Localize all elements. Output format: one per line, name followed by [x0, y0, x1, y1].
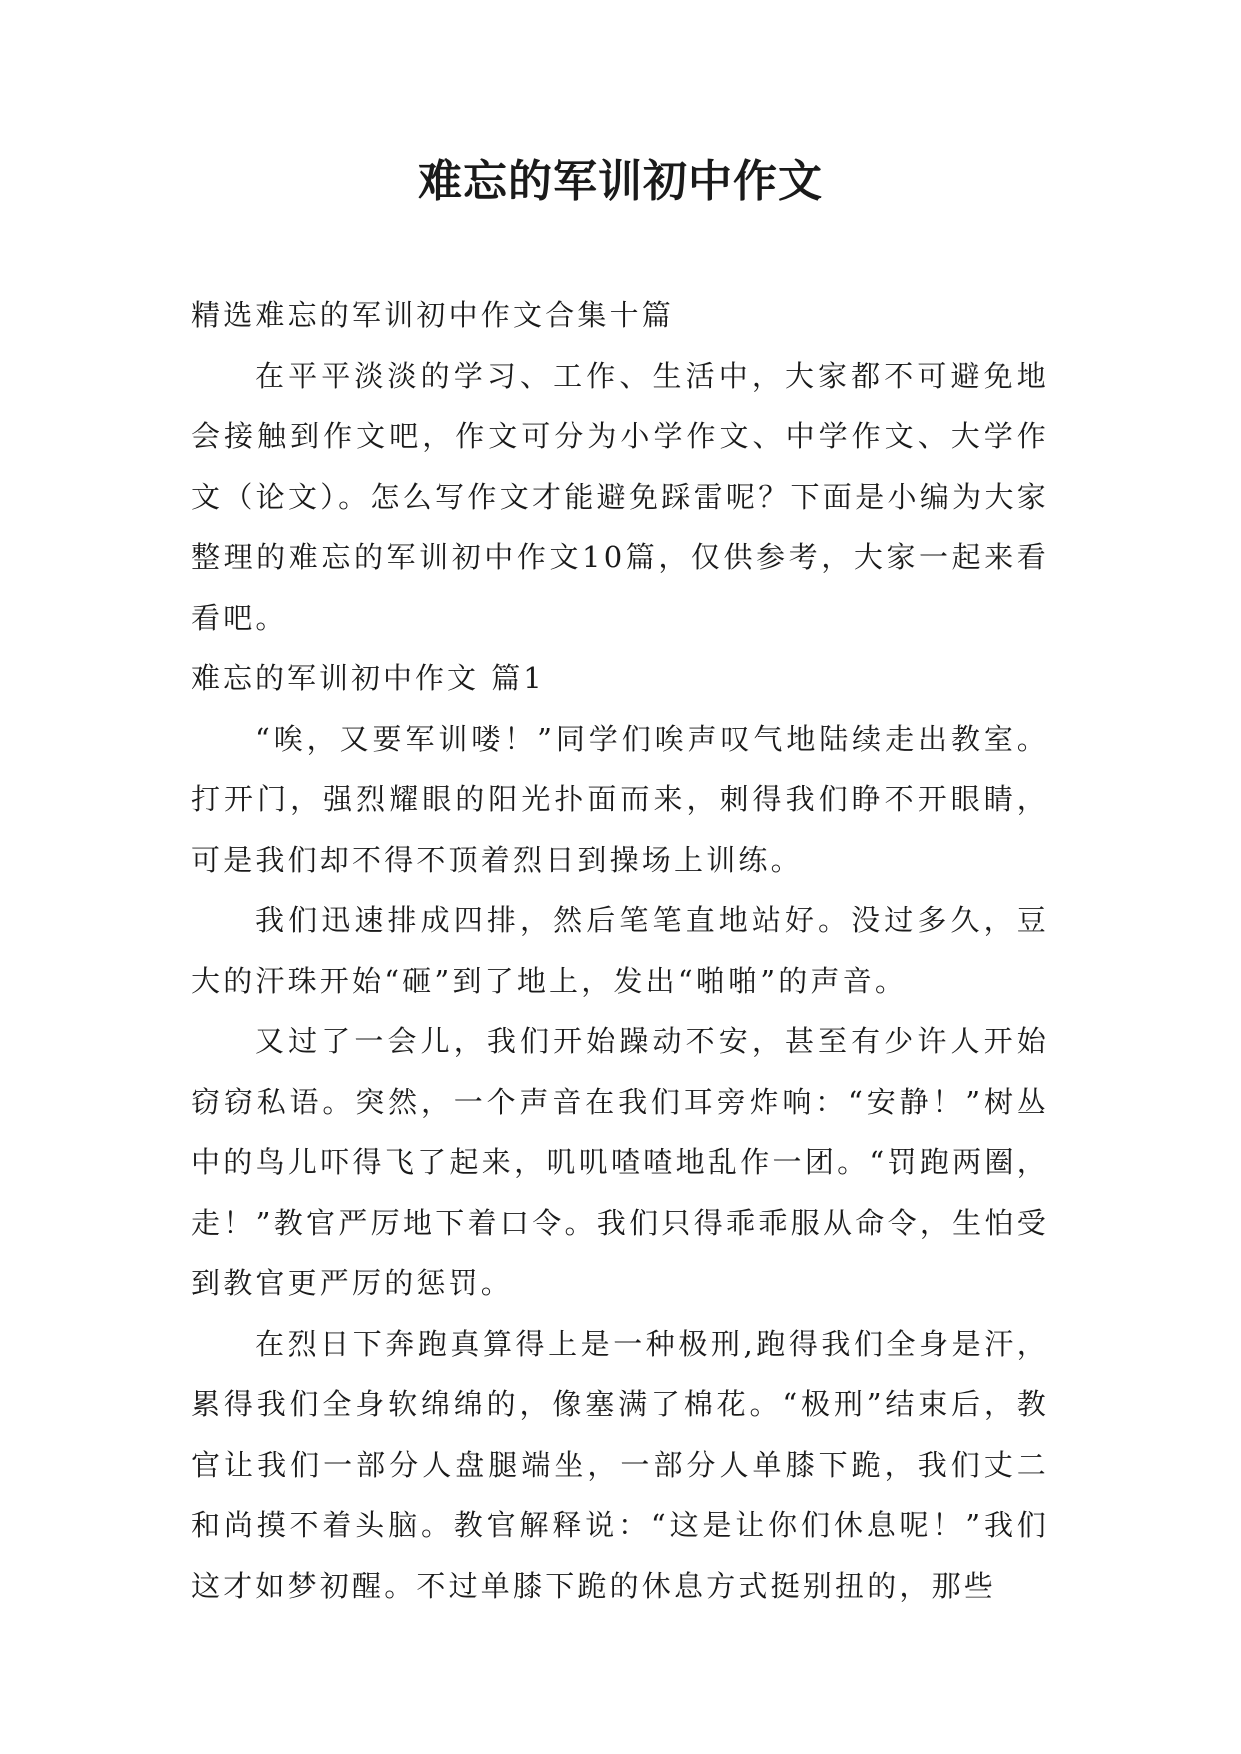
document-subtitle: 精选难忘的军训初中作文合集十篇: [191, 298, 675, 332]
body-paragraph: “唉，又要军训喽！”同学们唉声叹气地陆续走出教室。打开门，强烈耀眼的阳光扑面而来，刺得我们睁不开眼睛，可是我们却不得不顶着烈日到操场上训练。: [191, 721, 1049, 877]
document-body: [191, 285, 1049, 1616]
intro-paragraph: 在平平淡淡的学习、工作、生活中，大家都不可避免地会接触到作文吧，作文可分为小学作文、中学作文、大学作文（论文）。怎么写作文才能避免踩雷呢？下面是小编为大家整理的难忘的军训初中作文10篇，仅供参考，大家一起来看看吧。: [191, 358, 1049, 635]
body-paragraph: 又过了一会儿，我们开始躁动不安，甚至有少许人开始窃窃私语。突然，一个声音在我们耳旁炸响：“安静！”树丛中的鸟儿吓得飞了起来，叽叽喳喳地乱作一团。“罚跑两圈，走！”教官严厉地下着口令。我们只得乖乖服从命令，生怕受到教官更严厉的惩罚。: [191, 1024, 1049, 1300]
section-heading: 难忘的军训初中作文 篇1: [191, 661, 545, 695]
body-paragraph: 我们迅速排成四排，然后笔笔直地站好。没过多久，豆大的汗珠开始“砸”到了地上，发出“啪啪”的声音。: [191, 903, 1049, 998]
document-title: 难忘的军训初中作文: [418, 156, 823, 207]
body-paragraph: 在烈日下奔跑真算得上是一种极刑,跑得我们全身是汗，累得我们全身软绵绵的，像塞满了棉花。“极刑”结束后，教官让我们一部分人盘腿端坐，一部分人单膝下跪，我们丈二和尚摸不着头脑。教官解释说：“这是让你们休息呢！”我们这才如梦初醒。不过单膝下跪的休息方式挺别扭的，那些: [191, 1326, 1049, 1603]
